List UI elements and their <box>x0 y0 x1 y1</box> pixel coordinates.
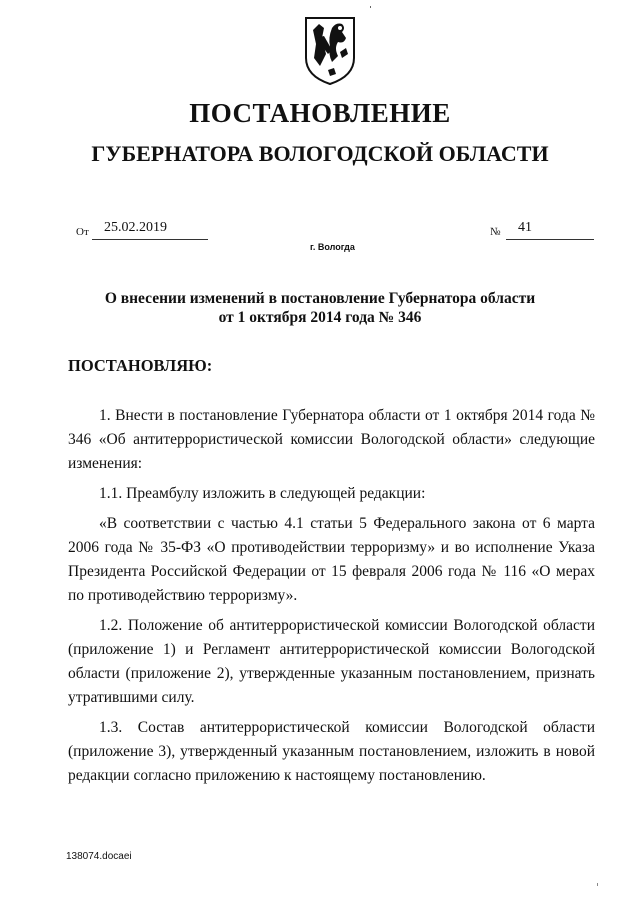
paragraph-1-2: 1.2. Положение об антитеррористической комиссии Вологодской области (приложение 1) и Регламент антитеррористической комиссии Вологодской области (приложение 2), утвержденные указанным постановлением, признать утратившими силу. <box>68 617 595 706</box>
date-prefix: От <box>76 226 89 238</box>
scan-speck <box>597 883 598 886</box>
document-date: 25.02.2019 <box>104 220 167 235</box>
document-type-title: ПОСТАНОВЛЕНИЕ <box>189 98 451 128</box>
date-number-row <box>0 220 640 244</box>
scan-speck <box>370 6 371 8</box>
number-underline <box>506 239 594 240</box>
document-body <box>68 404 595 794</box>
number-prefix: № <box>490 226 501 238</box>
city-label: г. Вологда <box>310 242 355 252</box>
document-number: 41 <box>518 220 532 235</box>
paragraph-1-1: 1.1. Преамбулу изложить в следующей редакции: <box>99 485 426 502</box>
paragraph-1-3: 1.3. Состав антитеррористической комиссии Вологодской области (приложение 3), утвержденный указанным постановлением, изложить в новой редакции согласно приложению к настоящему постановлению. <box>68 719 595 784</box>
coat-of-arms-icon <box>302 14 358 86</box>
decree-word: ПОСТАНОВЛЯЮ: <box>68 356 213 375</box>
subject-line-2: от 1 октября 2014 года № 346 <box>218 309 422 326</box>
document-subject <box>0 289 640 327</box>
paragraph-1: 1. Внести в постановление Губернатора области от 1 октября 2014 года № 346 «Об антитеррористической комиссии Вологодской области» следующие изменения: <box>68 407 595 472</box>
subject-line-1: О внесении изменений в постановление Губернатора области <box>104 290 536 307</box>
issuer-title: ГУБЕРНАТОРА ВОЛОГОДСКОЙ ОБЛАСТИ <box>91 141 549 166</box>
date-underline <box>92 239 208 240</box>
paragraph-preamble-quote: «В соответствии с частью 4.1 статьи 5 Федерального закона от 6 марта 2006 года № 35-ФЗ «О противодействии терроризму» и во исполнение Указа Президента Российской Федерации от 15 февраля 2006 года № 116 «О мерах по противодействию терроризму». <box>68 515 595 604</box>
file-name-footer: 138074.docaei <box>66 851 132 862</box>
